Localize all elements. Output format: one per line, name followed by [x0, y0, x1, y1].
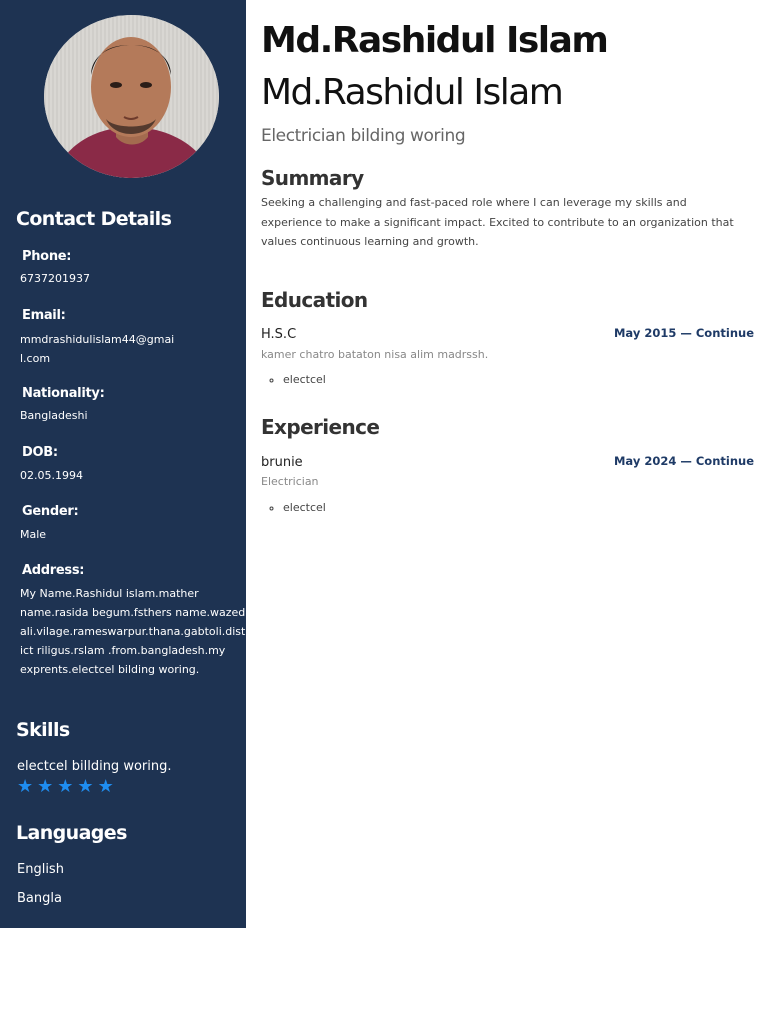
skill-name: electcel billding woring. — [17, 759, 172, 774]
job-title: Electrician bilding woring — [261, 126, 466, 146]
experience-bullets — [261, 501, 326, 514]
dob-value: 02.05.1994 — [20, 469, 83, 482]
languages-heading: Languages — [16, 822, 127, 844]
dob-label: DOB: — [22, 445, 58, 460]
education-bullets — [261, 373, 326, 386]
experience-heading: Experience — [261, 415, 380, 439]
summary-text: Seeking a challenging and fast-paced role where I can leverage my skills and experience to make a significant impact. Excited to contribute to an organization that values continuous learning and growth. — [261, 196, 734, 248]
contact-details-heading: Contact Details — [16, 208, 172, 230]
avatar — [44, 15, 219, 178]
email-value: mmdrashidulislam44@gmail.com — [20, 333, 175, 365]
language-item: Bangla — [17, 891, 62, 906]
summary-heading: Summary — [261, 166, 364, 190]
nationality-label: Nationality: — [22, 386, 105, 401]
star-icon: ★ — [37, 776, 54, 797]
address-label: Address: — [22, 563, 85, 578]
list-item: ◦ electcel — [283, 373, 326, 386]
email-label: Email: — [22, 308, 66, 323]
experience-date: May 2024 — Continue — [613, 454, 754, 468]
list-item: ◦ electcel — [283, 501, 326, 514]
last-name: Md.Rashidul Islam — [261, 72, 563, 113]
profile-photo — [44, 15, 219, 178]
skill-rating — [17, 777, 114, 797]
star-icon: ★ — [97, 776, 114, 797]
star-icon: ★ — [17, 776, 34, 797]
language-item: English — [17, 862, 64, 877]
sidebar — [0, 0, 250, 928]
skills-heading: Skills — [16, 719, 70, 741]
education-heading: Education — [261, 288, 368, 312]
address-value: My Name.Rashidul islam.mather name.rasida begum.fsthers name.wazed ali.vilage.rameswarpur.thana.gabtoli.district riligus.rslam .from.bangladesh.my exprents.electcel bilding woring. — [20, 587, 250, 676]
phone-label: Phone: — [22, 249, 72, 264]
education-title: H.S.C — [261, 327, 297, 342]
education-date: May 2015 — Continue — [613, 326, 754, 340]
gender-value: Male — [20, 528, 47, 541]
gender-label: Gender: — [22, 504, 79, 519]
full-name — [261, 15, 751, 119]
first-name: Md.Rashidul Islam — [261, 20, 608, 61]
experience-role: Electrician — [261, 475, 319, 488]
nationality-value: Bangladeshi — [20, 409, 88, 422]
star-icon: ★ — [77, 776, 94, 797]
experience-title: brunie — [261, 455, 303, 470]
phone-value: 6737201937 — [20, 272, 90, 285]
main-content — [246, 0, 768, 928]
star-icon: ★ — [57, 776, 74, 797]
education-institution: kamer chatro bataton nisa alim madrssh. — [261, 348, 489, 361]
